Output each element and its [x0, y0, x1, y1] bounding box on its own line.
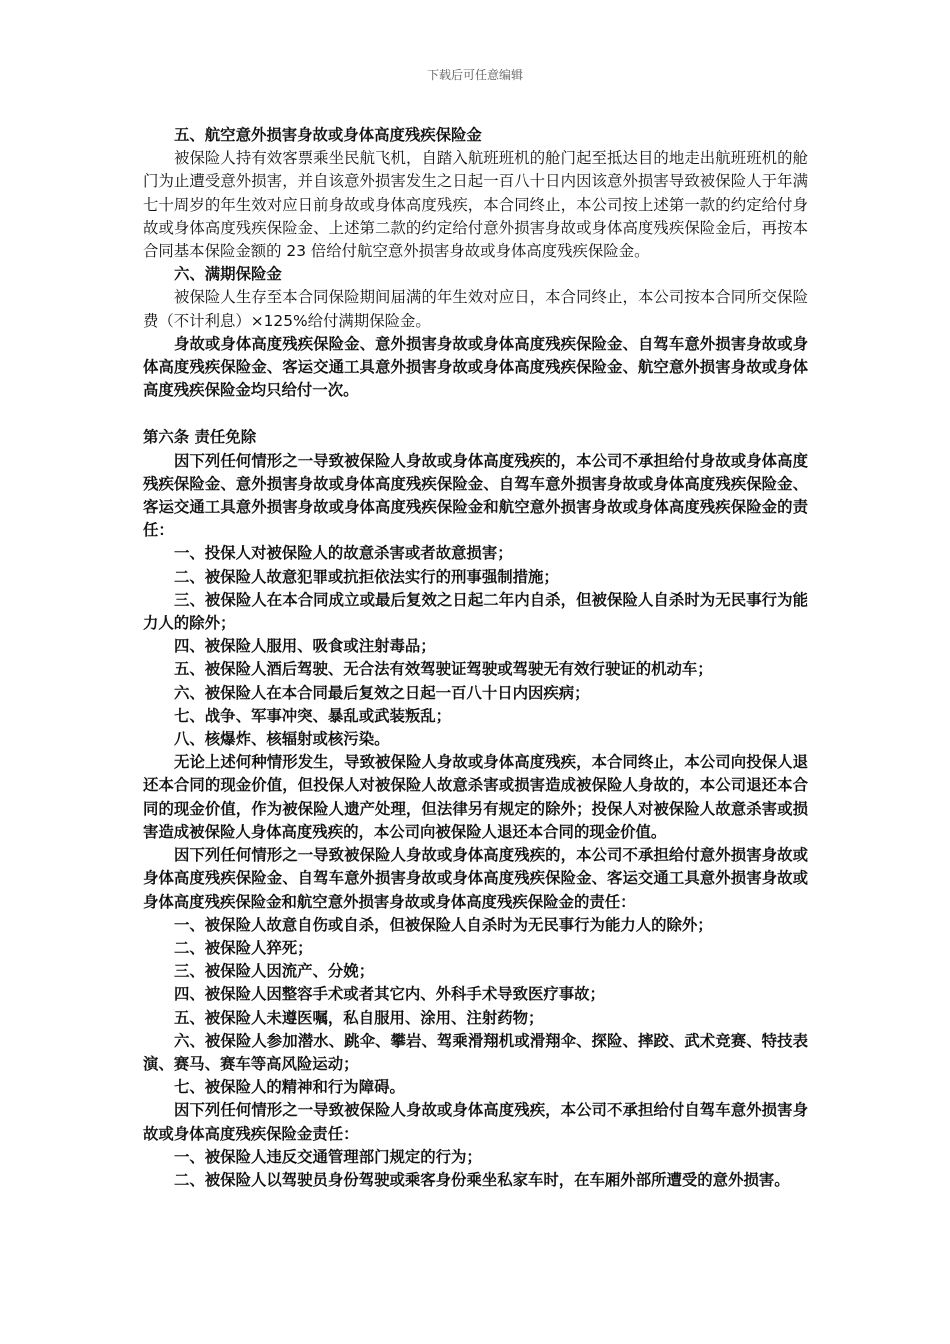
paragraph: 一、被保险人违反交通管理部门规定的行为； [174, 1147, 482, 1166]
paragraph: 三、被保险人在本合同成立或最后复效之日起二年内自杀，但被保险人自杀时为无民事行为能力人的除外； [143, 590, 808, 633]
article-heading: 第六条 责任免除 [143, 428, 257, 447]
paragraph: 八、核爆炸、核辐射或核污染。 [174, 730, 390, 749]
paragraph: 七、战争、军事冲突、暴乱或武装叛乱； [174, 706, 452, 725]
benefit-clauses [143, 124, 808, 402]
paragraph: 二、被保险人猝死； [174, 938, 313, 957]
paragraph: 身故或身体高度残疾保险金、意外损害身故或身体高度残疾保险金、自驾车意外损害身故或身体高度残疾保险金、客运交通工具意外损害身故或身体高度残疾保险金、航空意外损害身故或身体高度残疾保险金均只给付一次。 [143, 334, 808, 400]
paragraph: 五、被保险人未遵医嘱，私自服用、涂用、注射药物； [174, 1008, 544, 1027]
paragraph: 被保险人生存至本合同保险期间届满的年生效对应日，本合同终止，本公司按本合同所交保险费（不计利息）×125%给付满期保险金。 [143, 288, 808, 330]
paragraph: 五、航空意外损害身故或身体高度残疾保险金 [174, 126, 482, 144]
paragraph: 因下列任何情形之一导致被保险人身故或身体高度残疾的，本公司不承担给付意外损害身故或身体高度残疾保险金、自驾车意外损害身故或身体高度残疾保险金、客运交通工具意外损害身故或身体高度残疾保险金和航空意外损害身故或身体高度残疾保险金的责任： [143, 846, 808, 911]
document-body [143, 124, 808, 1192]
paragraph: 无论上述何种情形发生，导致被保险人身故或身体高度残疾，本合同终止，本公司向投保人退还本合同的现金价值，但投保人对被保险人故意杀害或损害造成被保险人身故的，本公司退还本合同的现金价值，作为被保险人遗产处理，但法律另有规定的除外；投保人对被保险人故意杀害或损害造成被保险人身体高度残疾的，本公司向被保险人退还本合同的现金价值。 [143, 753, 808, 841]
paragraph: 因下列任何情形之一导致被保险人身故或身体高度残疾，本公司不承担给付自驾车意外损害身故或身体高度残疾保险金责任： [143, 1101, 808, 1143]
paragraph: 四、被保险人因整容手术或者其它内、外科手术导致医疗事故； [174, 985, 605, 1004]
paragraph: 二、被保险人故意犯罪或抗拒依法实行的刑事强制措施； [174, 567, 559, 586]
paragraph: 一、被保险人故意自伤或自杀，但被保险人自杀时为无民事行为能力人的除外； [174, 915, 713, 934]
paragraph: 四、被保险人服用、吸食或注射毒品； [174, 637, 436, 656]
paragraph: 被保险人持有效客票乘坐民航飞机，自踏入航班班机的舱门起至抵达目的地走出航班班机的舱门为止遭受意外损害，并自该意外损害发生之日起一百八十日内因该意外损害导致被保险人于年满七十周岁的年生效对应日前身故或身体高度残疾，本合同终止，本公司按上述第一款的约定给付身故或身体高度残疾保险金、上述第二款的约定给付意外损害身故或身体高度残疾保险金后，再按本合同基本保险金额的 23 倍给付航空意外损害身故或身体高度残疾保险金。 [143, 149, 808, 261]
paragraph: 一、投保人对被保险人的故意杀害或者故意损害； [174, 544, 513, 563]
page-header: 下载后可任意编辑 [426, 68, 523, 82]
paragraph: 六、被保险人在本合同最后复效之日起一百八十日内因疾病； [174, 683, 590, 702]
paragraph: 因下列任何情形之一导致被保险人身故或身体高度残疾的，本公司不承担给付身故或身体高度残疾保险金、意外损害身故或身体高度残疾保险金、自驾车意外损害身故或身体高度残疾保险金、客运交通工具意外损害身故或身体高度残疾保险金和航空意外损害身故或身体高度残疾保险金的责任： [143, 451, 808, 540]
paragraph: 六、满期保险金 [174, 265, 282, 284]
paragraph: 七、被保险人的精神和行为障碍。 [174, 1078, 405, 1097]
paragraph: 五、被保险人酒后驾驶、无合法有效驾驶证驾驶或驾驶无有效行驶证的机动车； [174, 660, 713, 679]
paragraph: 六、被保险人参加潜水、跳伞、攀岩、驾乘滑翔机或滑翔伞、探险、摔跤、武术竞赛、特技表演、赛马、赛车等高风险运动； [143, 1031, 808, 1073]
paragraph: 三、被保险人因流产、分娩； [174, 962, 375, 981]
paragraph: 二、被保险人以驾驶员身份驾驶或乘客身份乘坐私家车时，在车厢外部所遭受的意外损害。 [174, 1170, 790, 1189]
exclusion-clauses [143, 450, 808, 1193]
section-gap [143, 402, 808, 426]
